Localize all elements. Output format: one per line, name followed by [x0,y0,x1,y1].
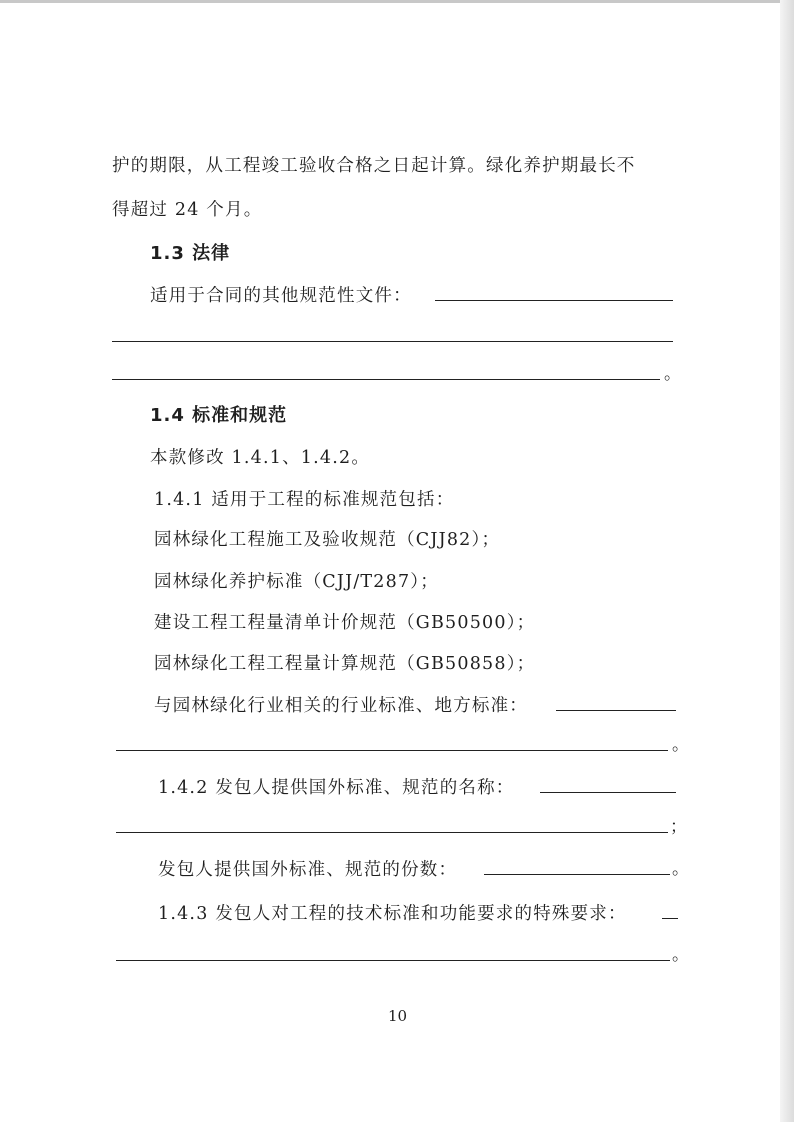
standard-item: 园林绿化工程工程量计算规范（GB50858）； [154,654,536,674]
law-blank-2 [112,341,673,342]
industry-blank-2 [116,750,668,751]
industry-standards-label: 与园林绿化行业相关的行业标准、地方标准： [154,696,528,716]
foreign-name-semicolon: ； [670,817,687,837]
law-period: 。 [664,364,681,384]
foreign-name-blank-1 [540,792,676,793]
item-1-4-2: 1.4.2 发包人提供国外标准、规范的名称： [158,778,515,798]
standard-item: 园林绿化养护标准（CJJ/T287）； [154,572,439,592]
section-1-4-intro: 本款修改 1.4.1、1.4.2。 [150,448,371,468]
section-1-3-heading: 1.3 法律 [150,243,231,264]
law-label: 适用于合同的其他规范性文件： [150,286,412,306]
standard-item: 园林绿化工程施工及验收规范（CJJ82）； [154,530,501,550]
special-req-period: 。 [672,945,689,965]
foreign-copies-blank [484,874,670,875]
foreign-name-blank-2 [116,832,668,833]
industry-blank-1 [556,710,676,711]
item-1-4-3: 1.4.3 发包人对工程的技术标准和功能要求的特殊要求： [158,904,627,924]
industry-period: 。 [672,735,689,755]
intro-line-1: 护的期限，从工程竣工验收合格之日起计算。绿化养护期最长不 [112,156,636,176]
section-1-4-heading: 1.4 标准和规范 [150,405,288,426]
law-blank-1 [435,300,673,301]
special-req-blank-1 [662,918,678,919]
foreign-copies-label: 发包人提供国外标准、规范的份数： [158,860,458,880]
foreign-copies-period: 。 [672,859,689,879]
scan-edge-right [780,0,794,1122]
intro-line-2: 得超过 24 个月。 [112,200,263,220]
standard-item: 建设工程工程量清单计价规范（GB50500）； [154,613,536,633]
scan-edge-top [0,0,794,3]
law-blank-3 [112,379,660,380]
item-1-4-1: 1.4.1 适用于工程的标准规范包括： [154,490,455,510]
special-req-blank-2 [116,960,670,961]
page-number: 10 [388,1007,408,1025]
